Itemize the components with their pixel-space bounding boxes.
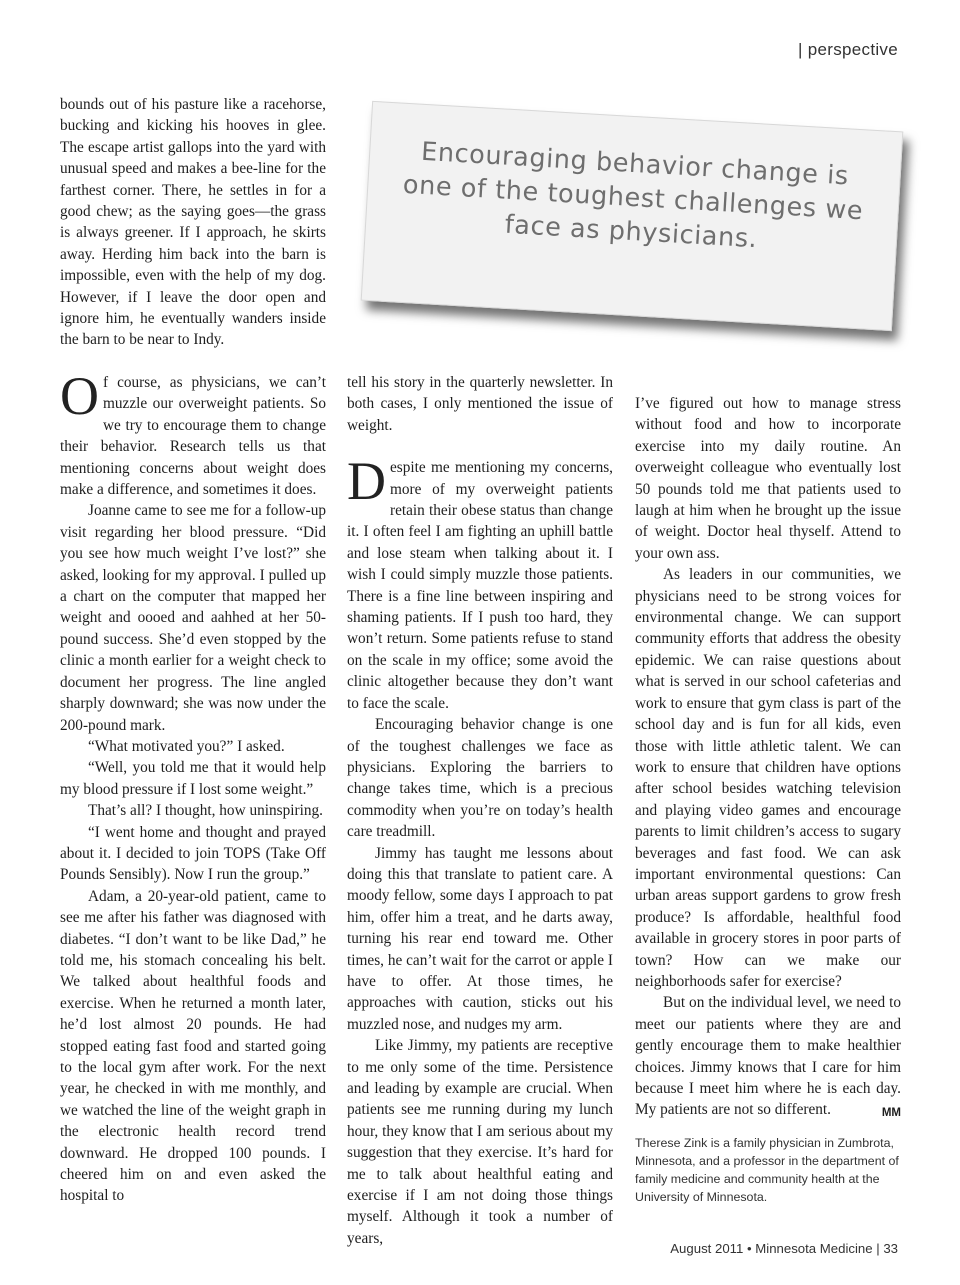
paragraph: Of course, as physicians, we can’t muzzle our overweight patients. So we try to encourage them to change their behavior. Research tells us that mentioning concerns about weight does make a difference, and sometimes it does. xyxy=(60,366,326,499)
paragraph: “What motivated you?” I asked. xyxy=(88,737,285,755)
paragraph: Encouraging behavior change is one of the toughest challenges we face as physicians. Exploring the barriers to change takes time, which is a precious commodity when you’re on today’s health care treadmill. xyxy=(347,716,613,841)
end-mark: MM xyxy=(881,1107,901,1120)
paragraph: bounds out of his pasture like a racehorse, bucking and kicking his hooves in glee. The escape artist gallops into the yard with unusual speed and makes a bee-line for the farthest corner. There, he settles in for a good chew; as the saying goes—the grass is always greener. If I approach, he skirts away. Herding him back into the barn is impossible, even with the help of my dog. However, if I leave the door open and ignore him, he eventually wanders inside the barn to be near to Indy. xyxy=(60,96,326,349)
column-2 xyxy=(347,372,613,1249)
paragraph: Adam, a 20-year-old patient, came to see me after his father was diagnosed with diabetes. “I don’t want to be like Dad,” he told me, his stomach concealing his belt. We talked about healthful foods and exercise. When he returned a month later, he’d lost almost 20 pounds. He had stopped eating fast food and started going to the local gym after work. For the next year, he checked in with me monthly, and we watched the line of the weight graph in the electronic health record trend downward. He dropped 100 pounds. I cheered him on and even asked the hospital to xyxy=(60,887,326,1205)
pull-quote-card xyxy=(361,101,904,331)
section-label: | perspective xyxy=(798,40,898,59)
column-3 xyxy=(635,393,901,1125)
column-left-top xyxy=(60,94,326,351)
paragraph: Despite me mentioning my concerns, more of my overweight patients retain their obese status than change it. I often feel I am fighting an uphill battle and lose steam when talking about it. I wish I could simply muzzle those patients. There is a fine line between inspiring and shaming patients. If I push too hard, they won’t return. Some patients refuse to stand on the scale in my office; some avoid the clinic altogether because they don’t want to face the scale. xyxy=(347,451,613,712)
paragraph: But on the individual level, we need to meet our patients where they are and gently encourage them to make healthier choices. Jimmy knows that I care for him because I meet him where he is each day. My patients are not so different. MM xyxy=(635,992,901,1120)
paragraph: Like Jimmy, my patients are receptive to me only some of the time. Persistence and leading by example are crucial. When patients see me running during my lunch hour, they know that I am serious about my suggestion that they exercise. It’s hard for me to talk about healthful eating and exercise if I am not doing those things myself. Although it took a number of years, xyxy=(347,1037,613,1247)
drop-cap: D xyxy=(347,451,386,512)
paragraph: “Well, you told me that it would help my blood pressure if I lost some weight.” xyxy=(60,759,326,798)
paragraph: Jimmy has taught me lessons about doing this that translate to patient care. A moody fellow, some days I approach to pat him, offer him a treat, and he darts away, turning his rear end toward me. Other times, he can’t wait for the carrot or apple I have to offer. At those times, he approaches with caution, sticks out his muzzled nose, and nudges my arm. xyxy=(347,844,613,1033)
drop-cap: O xyxy=(60,366,99,426)
author-bio: Therese Zink is a family physician in Zumbrota, Minnesota, and a professor in the department of family medicine and community health at the University of Minnesota. xyxy=(635,1136,899,1204)
page-footer: August 2011 • Minnesota Medicine | 33 xyxy=(670,1241,898,1256)
paragraph: Joanne came to see me for a follow-up visit regarding her blood pressure. “Did you see how much weight I’ve lost?” she asked, looking for my approval. I pulled up a chart on the computer that mapped her weight and oooed and aahhed at her 50-pound success. She’d even stopped by the clinic a month earlier for a weight check to document her progress. The line angled sharply downward; she was now under the 200-pound mark. xyxy=(60,502,326,734)
paragraph: tell his story in the quarterly newsletter. In both cases, I only mentioned the issue of weight. xyxy=(347,374,613,434)
paragraph: I’ve figured out how to manage stress without food and how to incorporate exercise into my daily routine. An overweight colleague who eventually lost 50 pounds told me that patients used to laugh at him when he brought up the issue of weight. Doctor heal thyself. Attend to your own ass. xyxy=(635,395,901,562)
column-1 xyxy=(60,366,326,1207)
paragraph: “I went home and thought and prayed about it. I decided to join TOPS (Take Off Pounds Sensibly). Now I run the group.” xyxy=(60,823,326,884)
paragraph: That’s all? I thought, how uninspiring. xyxy=(88,802,323,820)
pull-quote xyxy=(366,116,906,346)
pull-quote-text: Encouraging behavior change is one of the toughest challenges we face as physicians. xyxy=(402,136,864,255)
paragraph: As leaders in our communities, we physicians need to be strong voices for environmental change. We can support community efforts that address the obesity epidemic. We can raise questions about what is served in our school cafeterias and work to ensure that gym class is part of the school day and is fun for all kids, even those with little athletic talent. We can work to ensure that children have options after school besides watching television and playing video games and encourage parents to limit children’s access to sugary beverages and fast food. We can ask important environmental questions: Can urban areas support gardens to grow fresh produce? Is affordable, healthful food available in grocery stores in poor parts of town? How can we make our neighborhoods safer for exercise? xyxy=(635,566,901,990)
